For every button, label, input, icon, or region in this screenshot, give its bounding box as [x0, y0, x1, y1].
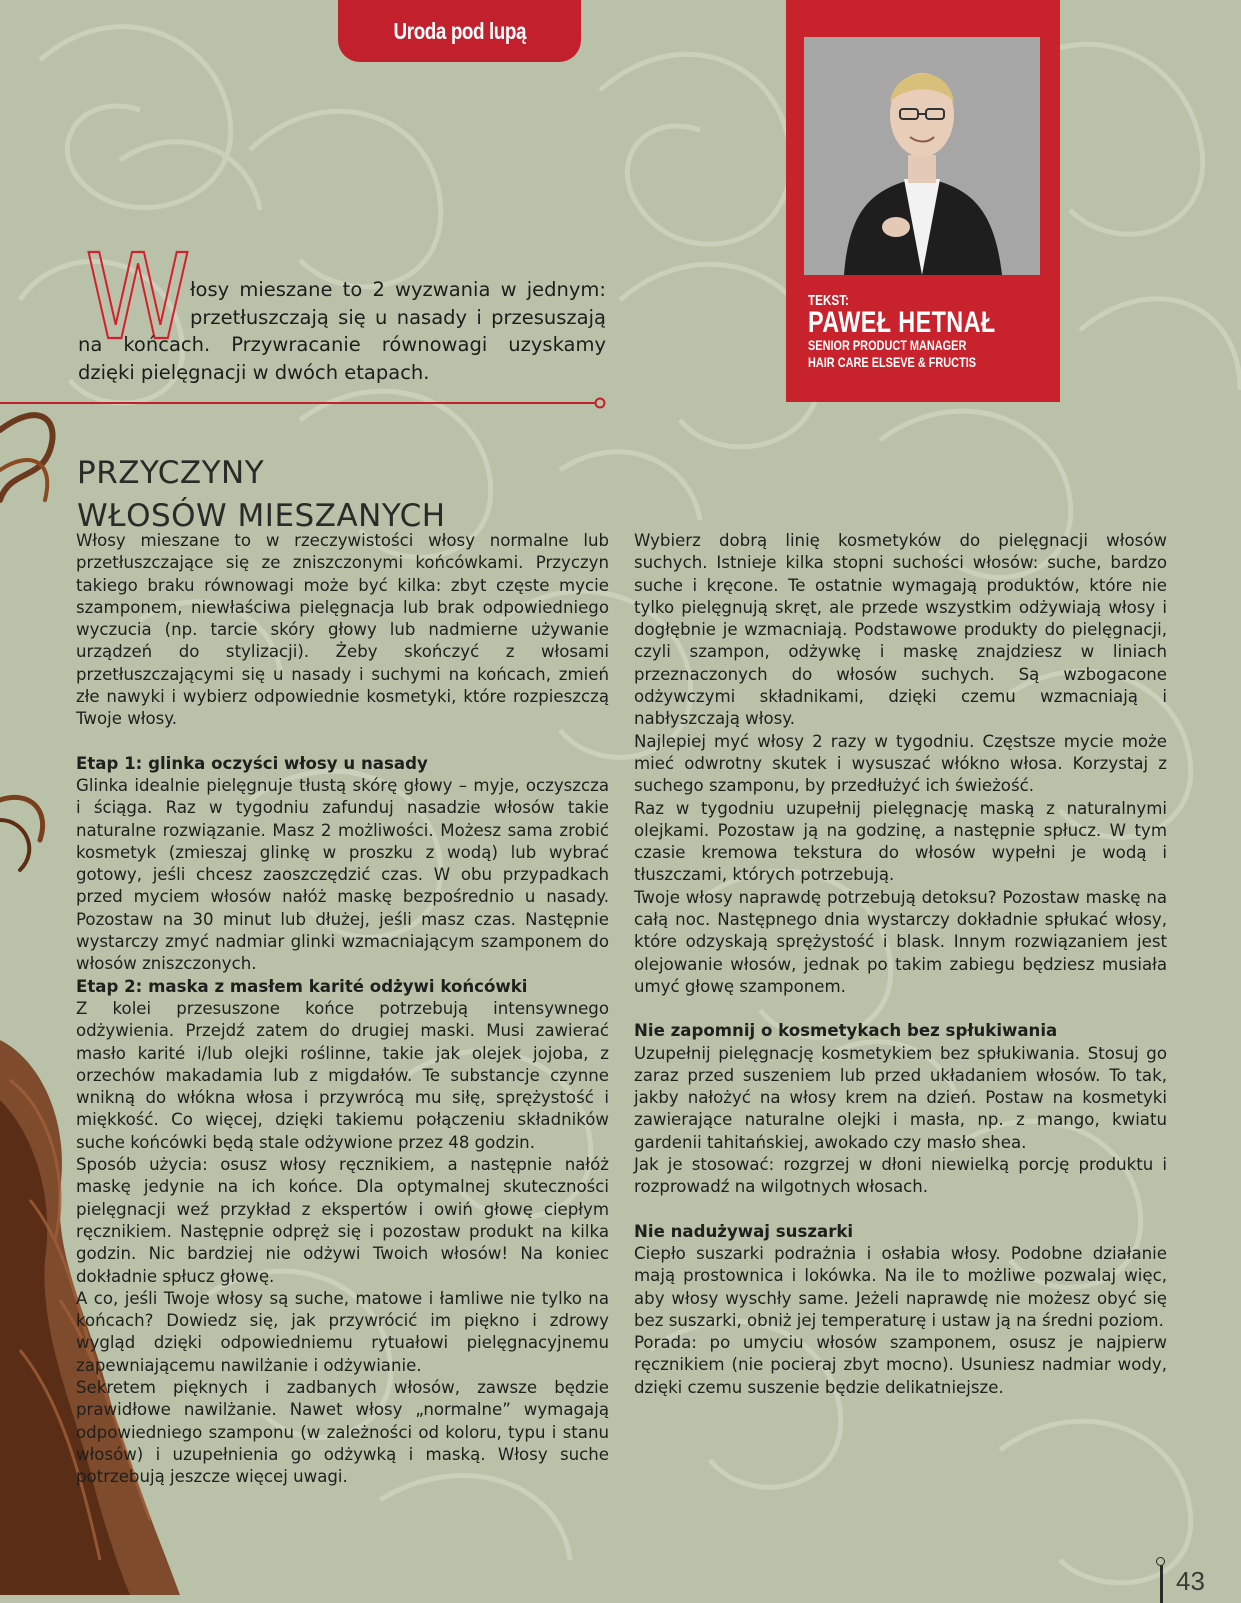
article-heading — [77, 452, 446, 538]
usage-paragraph: Sposób użycia: osusz włosy ręcznikiem, a następnie nałóż maskę jedynie na ich końce. Dla optymalnej skuteczności pielęgnacji weź przykład z ekspertów i owiń głowę ciepłym ręcznikiem. Następnie odpręż się i pozostaw produkt na kilka godzin. Nic bardziej nie odżywi Twoich włosów! Na koniec dokładnie spłucz głowę. — [76, 1155, 609, 1286]
right-column — [634, 530, 1167, 1399]
drop-cap-letter: W — [85, 248, 191, 344]
author-role-line1: SENIOR PRODUCT MANAGER — [808, 337, 967, 353]
dryer-paragraph: Ciepło suszarki podrażnia i osłabia włosy. Podobne działanie mają prostownica i lokówka. Na ile to możliwe pozwalaj więc, aby włosy wyschły same. Jeżeli naprawdę nie możesz obyć się bez suszarki, obniż jej temperaturę i ustaw ją na średni poziom. — [634, 1243, 1167, 1330]
drop-cap-space — [78, 276, 190, 330]
author-name: PAWEŁ HETNAŁ — [808, 306, 996, 339]
right-paragraph-4: Twoje włosy naprawdę potrzebują detoksu? Pozostaw maskę na całą noc. Następnego dnia wystarczy dokładnie spłukać włosy, które odzyskają sprężystość i blask. Innym rozwiązaniem jest olejowanie włosów, jednak po takim zabiegu będziesz musiała umyć głowę szamponem. — [634, 887, 1167, 996]
lead-paragraph — [78, 276, 606, 386]
dry-hair-paragraph: A co, jeśli Twoje włosy są suche, matowe i łamliwe nie tylko na końcach? Dowiedz się, jak przywrócić im piękno i zdrowy wygląd dzięki odpowiedniemu rytuałowi pielęgnacyjnemu zapewniającemu nawilżanie i odżywianie. — [76, 1288, 609, 1375]
author-photo — [804, 37, 1040, 275]
right-paragraph-1: Wybierz dobrą linię kosmetyków do pielęgnacji włosów suchych. Istnieje kilka stopni suchości włosów: suche, bardzo suche i kręcone. Te ostatnie wymagają produktów, które nie tylko pielęgnują skręt, ale przede wszystkim odżywiają włosy i dogłębnie je wzmacniają. Podstawowe produkty do pielęgnacji, czyli szampon, odżywkę i maskę znajdziesz w liniach przeznaczonych do włosów suchych. Są wzbogacone odżywczymi składnikami, dzięki czemu wzmacniają i nabłyszczają włosy. — [634, 531, 1167, 729]
right-paragraph-3: Raz w tygodniu uzupełnij pielęgnację maską z naturalnymi olejkami. Pozostaw ją na godzinę, a następnie spłucz. W tym czasie kremowa tekstura do włosów wypełni je wodą i tłuszczami, których potrzebują. — [634, 798, 1167, 885]
intro-paragraph: Włosy mieszane to w rzeczywistości włosy normalne lub przetłuszczające się ze zniszczonymi końcówkami. Przyczyn takiego braku równowagi może być kilka: zbyt częste mycie szamponem, niewłaściwa pielęgnacja lub brak odpowiedniego wyczucia (np. tarcie skóry głowy lub nadmierne używanie urządzeń do stylizacji). Żeby skończyć z włosami przetłuszczającymi się u nasady i suchymi na końcach, zmień złe nawyki i wybierz odpowiednie kosmetyki, które rozpieszczą Twoje włosy. — [76, 531, 609, 729]
section-tab — [338, 0, 581, 62]
leave-in-title: Nie zapomnij o kosmetykach bez spłukiwania — [634, 1021, 1058, 1041]
lead-divider — [0, 397, 607, 409]
how-to-paragraph: Jak je stosować: rozgrzej w dłoni niewielką porcję produktu i rozprowadź na wilgotnych włosach. — [634, 1155, 1167, 1197]
page-number: 43 — [1176, 1566, 1205, 1596]
step2-title: Etap 2: maska z masłem karité odżywi końcówki — [76, 976, 528, 996]
leave-in-paragraph: Uzupełnij pielęgnację kosmetykiem bez spłukiwania. Stosuj go zaraz przed suszeniem lub przed układaniem włosów. To tak, jakby nałożyć na włosy krem na dzień. Postaw na kosmetyki zawierające naturalne olejki i masła, np. z mango, kwiatu gardenii tahitańskiej, awokado czy masło shea. — [634, 1043, 1167, 1152]
author-role-line2: HAIR CARE ELSEVE & FRUCTIS — [808, 354, 977, 370]
author-credit — [808, 293, 996, 371]
heading-line-2: WŁOSÓW MIESZANYCH — [77, 498, 446, 534]
step1-paragraph: Glinka idealnie pielęgnuje tłustą skórę głowy – myje, oczyszcza i ściąga. Raz w tygodniu zafunduj nasadzie włosów takie naturalne rozwiązanie. Masz 2 możliwości. Możesz sama zrobić kosmetyk (zmieszaj glinkę w proszku z wodą) lub wybrać gotowy, jeśli chcesz zaoszczędzić czas. W obu przypadkach przed myciem włosów nałóż maskę bezpośrednio u nasady. Pozostaw na 30 minut lub dłużej, jeśli masz czas. Następnie wystarczy zmyć nadmiar glinki wzmacniającym szamponem do włosów zniszczonych. — [76, 775, 609, 974]
page-number-rule — [1160, 1565, 1163, 1603]
left-column — [76, 530, 609, 1488]
step1-title: Etap 1: glinka oczyści włosy u nasady — [76, 753, 428, 773]
step2-paragraph: Z kolei przesuszone końce potrzebują intensywnego odżywienia. Przejdź zatem do drugiej maski. Musi zawierać masło karité i/lub olejki roślinne, takie jak olejek jojoba, z orzechów makadamia lub z migdałów. Te substancje czynne wnikną do włókna włosa i przywrócą mu siłę, sprężystość i miękkość. Co więcej, dzięki takiemu połączeniu składników suche końcówki będą stale odżywione przez 48 godzin. — [76, 998, 609, 1152]
dryer-title: Nie nadużywaj suszarki — [634, 1221, 854, 1241]
secret-paragraph: Sekretem pięknych i zadbanych włosów, zawsze będzie prawidłowe nawilżanie. Nawet włosy „normalne” wymagają odpowiedniego szamponu (w zależności od koloru, typu i stanu włosów) i uzupełnienia go odżywką i maską. Włosy suche potrzebują jeszcze więcej uwagi. — [76, 1377, 609, 1487]
author-label: TEKST: — [808, 292, 849, 309]
heading-line-1: PRZYCZYNY — [77, 455, 265, 491]
section-tab-label: Uroda pod lupą — [393, 17, 526, 44]
right-paragraph-2: Najlepiej myć włosy 2 razy w tygodniu. Częstsze mycie może mieć odwrotny skutek i wysuszać włókno włosa. Korzystaj z suchego szamponu, by przedłużyć ich świeżość. — [634, 731, 1167, 796]
tip-paragraph: Porada: po umyciu włosów szamponem, osusz je najpierw ręcznikiem (nie pocieraj zbyt mocno). Usuniesz nadmiar wody, dzięki czemu suszenie będzie delikatniejsze. — [634, 1333, 1167, 1397]
lead-text: łosy mieszane to 2 wyzwania w jednym: przetłuszczają się u nasady i przesuszają na końcach. Przywracanie równowagi uzyskamy dzięki pielęgnacji w dwóch etapach. — [78, 278, 606, 384]
